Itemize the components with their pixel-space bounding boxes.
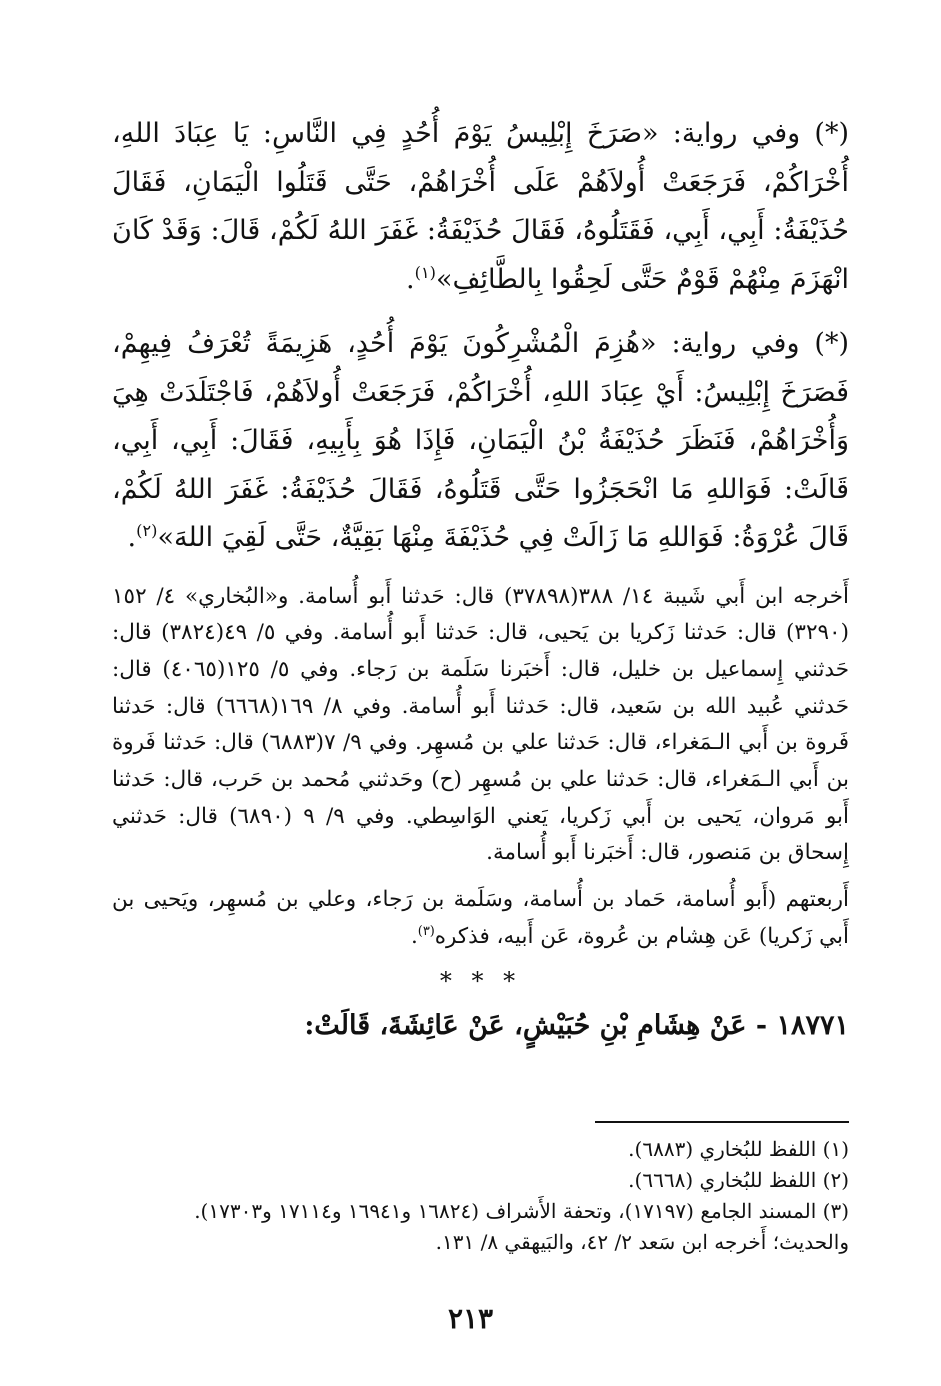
next-hadith-heading: ١٨٧٧١ - عَنْ هِشَامِ بْنِ حُبَيْشٍ، عَنْ عَائِشَةَ، قَالَتْ: bbox=[304, 1009, 849, 1041]
narration-2-text: (*) وفي رواية: «هُزِمَ الْمُشْرِكُونَ يَوْمَ أُحُدٍ، هَزِيمَةً تُعْرَفُ فِيهِمْ، فَصَرَخَ إِبْلِيسُ: أَيْ عِبَادَ اللهِ، أُخْرَاكُمْ، فَرَجَعَتْ أُولاَهُمْ، فَاجْتَلَدَتْ هِيَ وَأُخْرَاهُمْ، فَنَظَرَ حُذَيْفَةُ بْنُ الْيَمَانِ، فَإِذَا هُوَ بِأَبِيهِ، فَقَالَ: أَبِي، أَبِي، قَالَتْ: فَوَاللهِ مَا انْحَجَزُوا حَتَّى قَتَلُوهُ، فَقَالَ حُذَيْفَةُ: غَفَرَ اللهُ لَكُمْ، قَالَ عُرْوَةُ: فَوَاللهِ مَا زَالَتْ فِي حُذَيْفَةَ مِنْهَا بَقِيَّةٌ، حَتَّى لَقِيَ اللهَ» bbox=[112, 328, 849, 553]
page-number: ٢١٣ bbox=[447, 1302, 494, 1335]
footnote-ref-1: (١) bbox=[414, 262, 436, 282]
hadith-narration-2: (*) وفي رواية: «هُزِمَ الْمُشْرِكُونَ يَوْمَ أُحُدٍ، هَزِيمَةً تُعْرَفُ فِيهِمْ، فَصَرَخَ إِبْلِيسُ: أَيْ عِبَادَ اللهِ، أُخْرَاكُمْ، فَرَجَعَتْ أُولاَهُمْ، فَاجْتَلَدَتْ هِيَ وَأُخْرَاهُمْ، فَنَظَرَ حُذَيْفَةُ بْنُ الْيَمَانِ، فَإِذَا هُوَ بِأَبِيهِ، فَقَالَ: أَبِي، أَبِي، قَالَتْ: فَوَاللهِ مَا انْحَجَزُوا حَتَّى قَتَلُوهُ، فَقَالَ حُذَيْفَةُ: غَفَرَ اللهُ لَكُمْ، قَالَ عُرْوَةُ: فَوَاللهِ مَا زَالَتْ فِي حُذَيْفَةَ مِنْهَا بَقِيَّةٌ، حَتَّى لَقِيَ اللهَ»$^{(٢)}$. bbox=[112, 328, 849, 553]
footnote-divider bbox=[595, 1121, 849, 1123]
takhrij-sources: أَخرجه ابن أَبي شَيبة ١٤/ ٣٨٨(٣٧٨٩٨) قال: حَدثنا أَبو أُسامة. و«البُخاري» ٤/ ١٥٢ (٣٢٩٠) قال: حَدثنا زَكريا بن يَحيى، قال: حَدثنا أَبو أُسامة. وفي ٥/ ٤٩(٣٨٢٤) قال: حَدثني إِسماعيل بن خليل، قال: أَخبَرنا سَلَمة بن رَجاء. وفي ٥/ ١٢٥(٤٠٦٥) قال: حَدثني عُبيد الله بن سَعيد، قال: حَدثنا أَبو أُسامة. وفي ٨/ ١٦٩(٦٦٦٨) قال: حَدثنا فَروة بن أَبي الـمَغراء، قال: حَدثنا علي بن مُسهِر. وفي ٩/ ٧(٦٨٨٣) قال: حَدثنا فَروة بن أَبي الـمَغراء، قال: حَدثنا علي بن مُسهِر (ح) وحَدثني مُحمد بن حَرب، قال: حَدثنا أَبو مَروان، يَحيى بن أَبي زَكريا، يَعني الوَاسِطي. وفي ٩/ ٩ (٦٨٩٠) قال: حَدثني إِسحاق بن مَنصور، قال: أَخبَرنا أَبو أُسامة. bbox=[112, 583, 850, 866]
hadith-narration-1: (*) وفي رواية: «صَرَخَ إِبْلِيسُ يَوْمَ أُحُدٍ فِي النَّاسِ: يَا عِبَادَ اللهِ، أُخْرَاكُمْ، فَرَجَعَتْ أُولاَهُمْ عَلَى أُخْرَاهُمْ، حَتَّى قَتَلُوا الْيَمَانِ، فَقَالَ حُذَيْفَةُ: أَبِي، أَبِي، فَقَتَلُوهُ، فَقَالَ حُذَيْفَةُ: غَفَرَ اللهُ لَكُمْ، قَالَ: وَقَدْ كَانَ انْهَزَمَ مِنْهُمْ قَوْمٌ حَتَّى لَحِقُوا بِالطَّائِفِ»$^{(١)}$. bbox=[112, 118, 849, 295]
footnote-ref-2: (٢) bbox=[136, 521, 158, 540]
narration-1-text: (*) وفي رواية: «صَرَخَ إِبْلِيسُ يَوْمَ أُحُدٍ فِي النَّاسِ: يَا عِبَادَ اللهِ، أُخْرَاكُمْ، فَرَجَعَتْ أُولاَهُمْ عَلَى أُخْرَاهُمْ، حَتَّى قَتَلُوا الْيَمَانِ، فَقَالَ حُذَيْفَةُ: أَبِي، أَبِي، فَقَتَلُوهُ، فَقَالَ حُذَيْفَةُ: غَفَرَ اللهُ لَكُمْ، قَالَ: وَقَدْ كَانَ انْهَزَمَ مِنْهُمْ قَوْمٌ حَتَّى لَحِقُوا بِالطَّائِفِ» bbox=[112, 118, 849, 295]
section-separator: * * * bbox=[439, 966, 522, 995]
footnote-3: (٣) المسند الجامع (١٧١٩٧)، وتحفة الأَشراف (١٦٨٢٤ و١٦٩٤١ و١٧١١٤ و١٧٣٠٣). bbox=[194, 1199, 849, 1223]
takhrij-summary-text: أَربعتهم (أَبو أُسامة، حَماد بن أُسامة، وسَلَمة بن رَجاء، وعلي بن مُسهِر، ويَحيى بن أَبي زَكريا) عَن هِشام بن عُروة، عَن أَبيه، فذكره bbox=[112, 887, 849, 949]
footnotes bbox=[112, 1134, 849, 1258]
footnote-ref-3: (٣) bbox=[417, 923, 435, 939]
footnote-2: (٢) اللفظ للبُخاري (٦٦٦٨). bbox=[628, 1168, 849, 1192]
footnote-3-continuation: والحديث؛ أَخرجه ابن سَعد ٢/ ٤٢، والبَيهقي ٨/ ١٣١. bbox=[435, 1230, 849, 1254]
takhrij-summary: أَربعتهم (أَبو أُسامة، حَماد بن أُسامة، وسَلَمة بن رَجاء، وعلي بن مُسهِر، ويَحيى بن أَبي زَكريا) عَن هِشام بن عُروة، عَن أَبيه، فذكره$^{(٣)}$. bbox=[112, 887, 849, 949]
footnote-1: (١) اللفظ للبُخاري (٦٨٨٣). bbox=[628, 1137, 849, 1161]
